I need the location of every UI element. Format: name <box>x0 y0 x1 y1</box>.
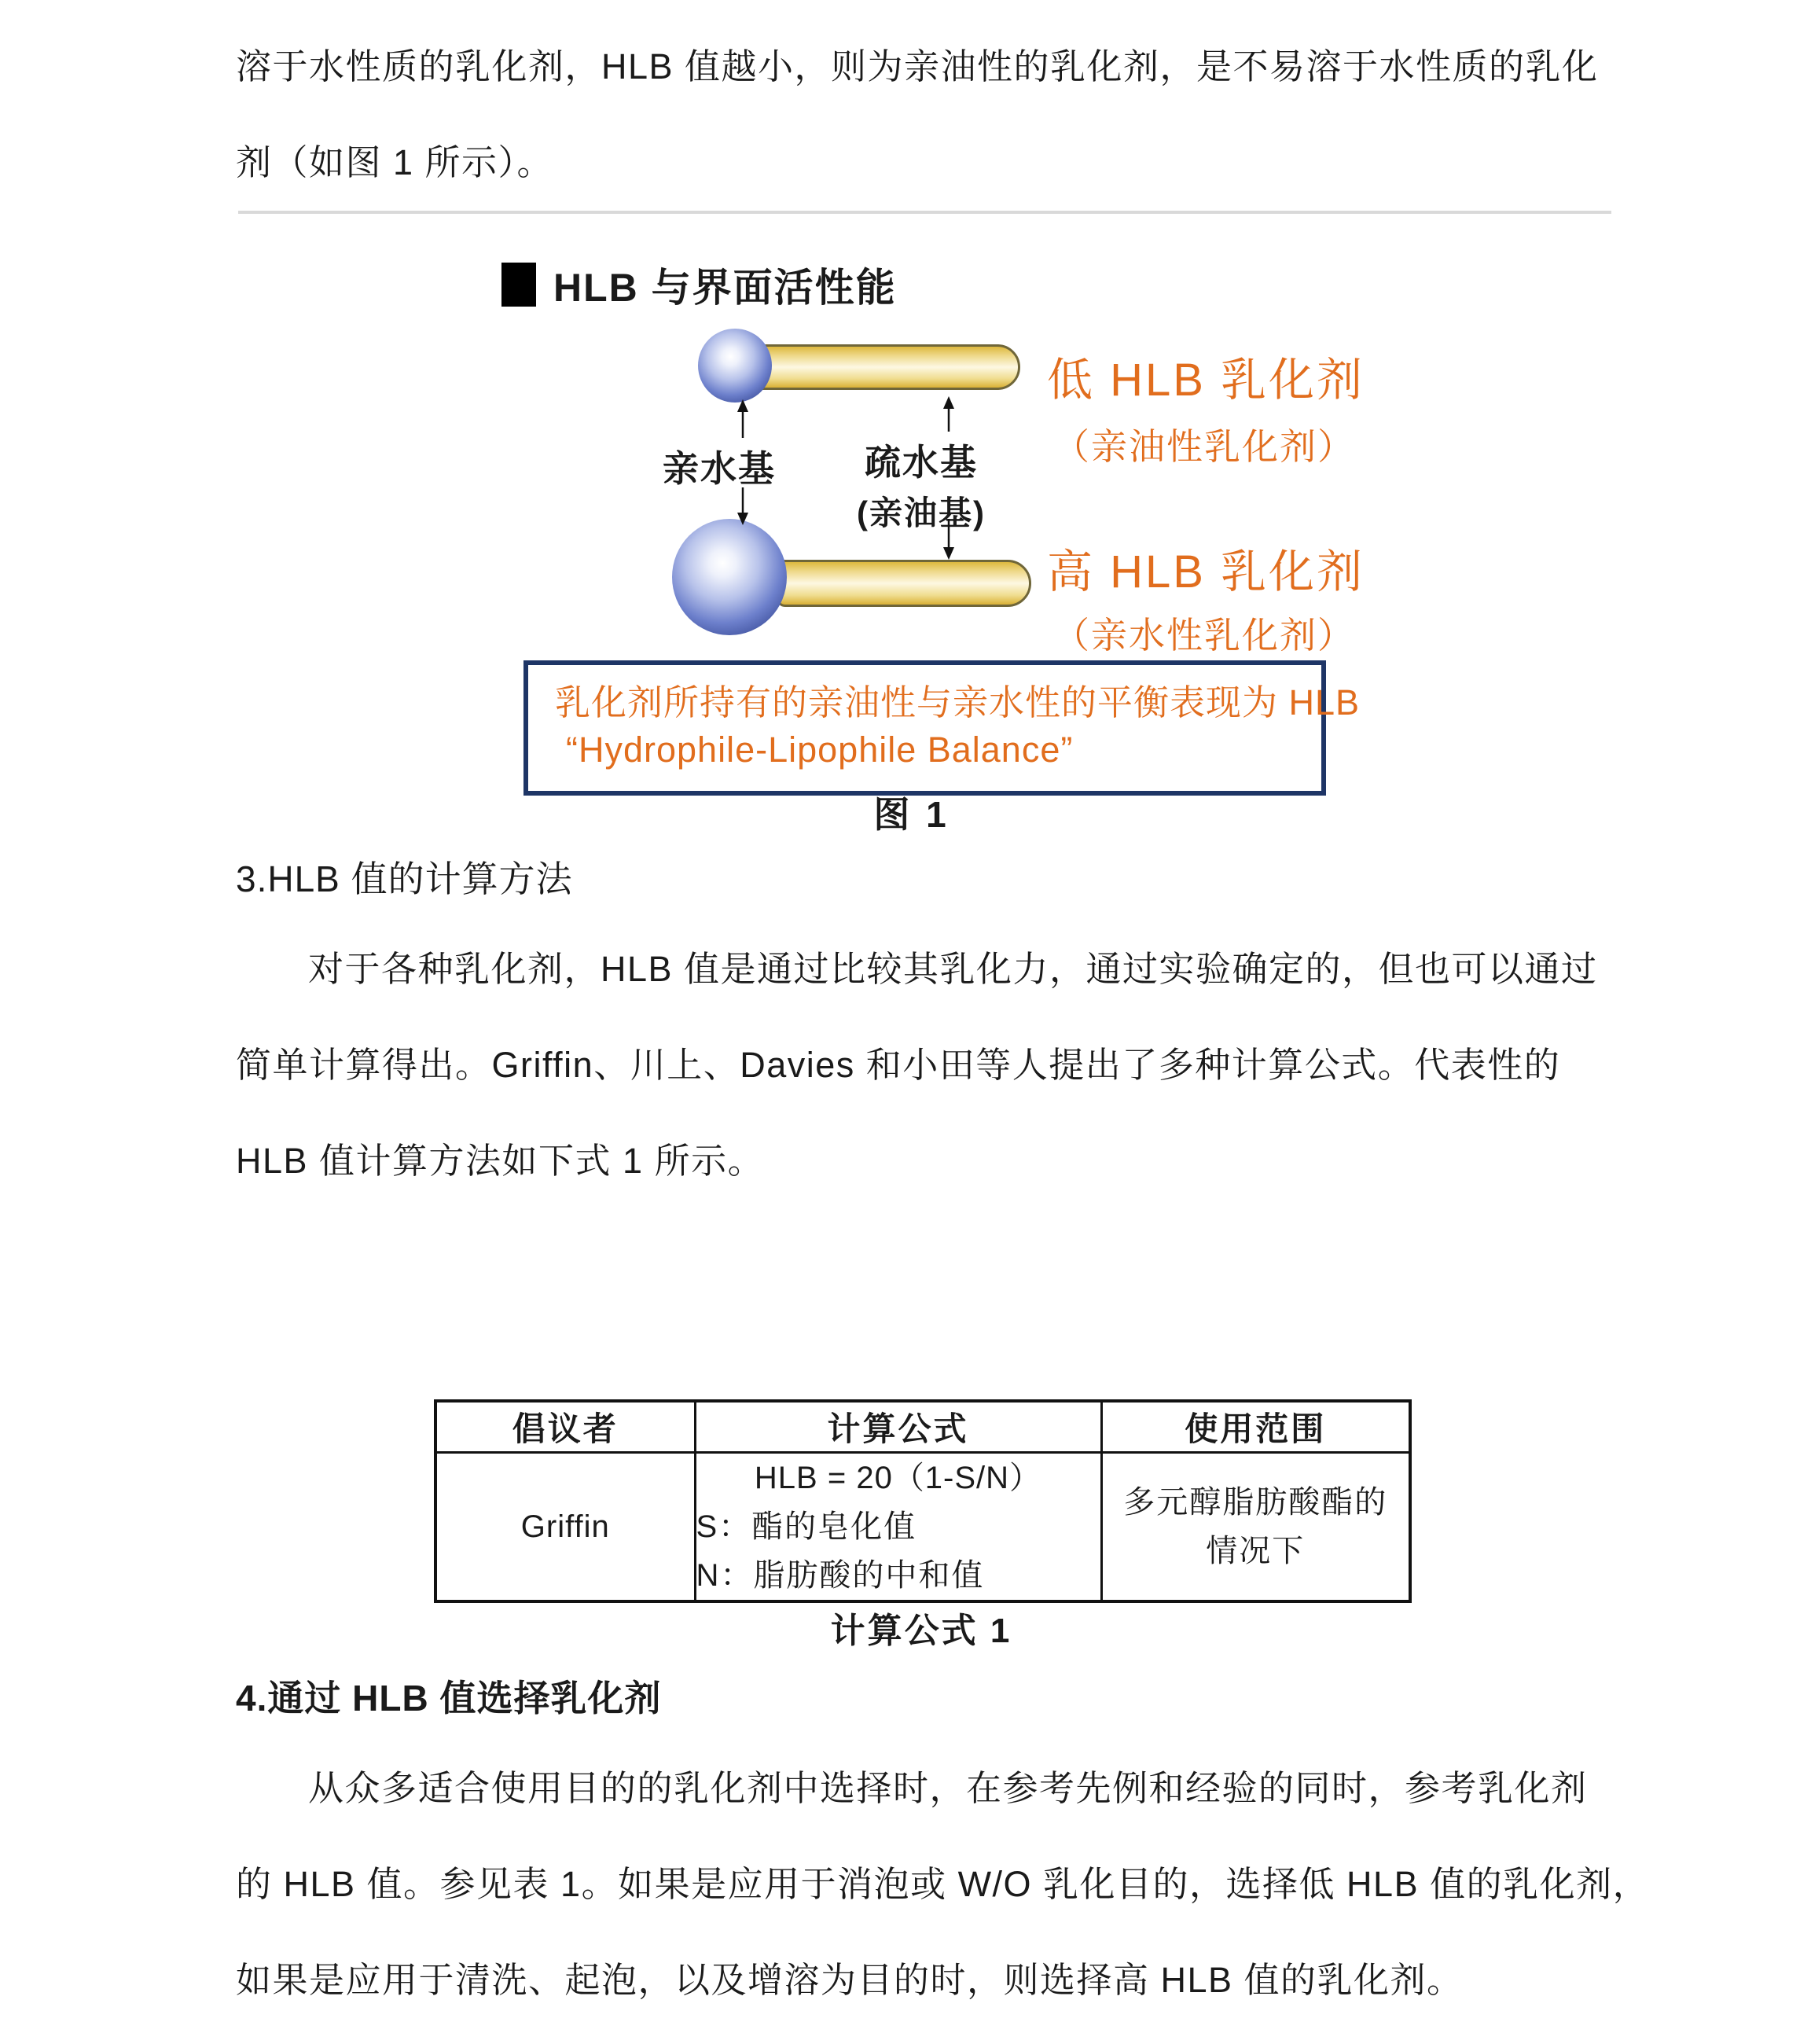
table-caption: 计算公式 1 <box>830 1612 1012 1650</box>
intro-line-2: 剂（如图 1 所示）。 <box>236 142 554 182</box>
arrow-up-to-head-icon <box>733 399 753 439</box>
horizontal-divider <box>238 211 1611 214</box>
note-line-2: “Hydrophile-Lipophile Balance” <box>566 730 1074 770</box>
figure-title-text: HLB 与界面活性能 <box>553 266 897 310</box>
scope-line-1: 多元醇脂肪酸酯的 <box>1123 1485 1388 1520</box>
high-hlb-sublabel: （亲水性乳化剂） <box>1053 615 1355 656</box>
formula-table <box>434 1399 1412 1603</box>
note-line-1: 乳化剂所持有的亲油性与亲水性的平衡表现为 HLB <box>555 682 1361 722</box>
cell-formula <box>695 1453 1101 1602</box>
formula-main: HLB = 20（1-S/N） <box>754 1461 1042 1495</box>
section3-line-2: 简单计算得出。Griffin、川上、Davies 和小田等人提出了多种计算公式。代表性的 <box>236 1045 1561 1085</box>
formula-n-note: N：脂肪酸的中和值 <box>696 1558 985 1593</box>
section4-line-2: 的 HLB 值。参见表 1。如果是应用于消泡或 W/O 乳化目的，选择低 HLB 值的乳化剂， <box>236 1864 1650 1904</box>
section4-line-1: 从众多适合使用目的的乳化剂中选择时，在参考先例和经验的同时，参考乳化剂 <box>308 1768 1588 1808</box>
table-header-row <box>435 1401 1410 1453</box>
arrow-down-to-tail-icon <box>939 519 959 560</box>
arrow-down-to-head-icon <box>733 487 753 525</box>
intro-line-1: 溶于水性质的乳化剂，HLB 值越小，则为亲油性的乳化剂，是不易溶于水性质的乳化 <box>236 46 1599 86</box>
table-header-proposer: 倡议者 <box>435 1401 695 1453</box>
section3-line-1: 对于各种乳化剂，HLB 值是通过比较其乳化力，通过实验确定的，但也可以通过 <box>308 949 1598 989</box>
scope-line-2: 情况下 <box>1206 1534 1306 1568</box>
table-row <box>435 1453 1410 1602</box>
section4-line-3: 如果是应用于清洗、起泡，以及增溶为目的时，则选择高 HLB 值的乳化剂。 <box>236 1960 1464 2000</box>
lipophilic-group-label: (亲油基) <box>857 494 986 531</box>
hydrophilic-head-large <box>672 519 787 635</box>
hlb-note-box <box>523 660 1361 796</box>
section3-heading: 3.HLB 值的计算方法 <box>236 858 573 899</box>
table-header-scope: 使用范围 <box>1101 1401 1410 1453</box>
hydrophilic-head-small <box>698 329 772 403</box>
lipophilic-tail-bottom <box>777 560 1031 607</box>
section3-line-3: HLB 值计算方法如下式 1 所示。 <box>236 1141 765 1181</box>
section4-heading: 4.通过 HLB 值选择乳化剂 <box>236 1678 662 1719</box>
figure-title <box>501 256 897 313</box>
arrow-up-to-tail-icon <box>939 396 959 432</box>
cell-scope <box>1101 1453 1410 1602</box>
high-hlb-label: 高 HLB 乳化剂 <box>1047 546 1365 597</box>
hydrophilic-group-label: 亲水基 <box>663 448 776 489</box>
formula-s-note: S：酯的皂化值 <box>696 1509 917 1544</box>
lipophilic-tail-top <box>747 344 1020 390</box>
low-hlb-sublabel: （亲油性乳化剂） <box>1053 426 1355 467</box>
cell-proposer: Griffin <box>435 1453 695 1602</box>
table-header-formula: 计算公式 <box>695 1401 1101 1453</box>
figure-caption: 图 1 <box>873 794 950 835</box>
low-hlb-label: 低 HLB 乳化剂 <box>1047 355 1365 406</box>
hydrophobic-group-label: 疏水基 <box>865 442 978 483</box>
section-marker-square <box>501 263 536 307</box>
